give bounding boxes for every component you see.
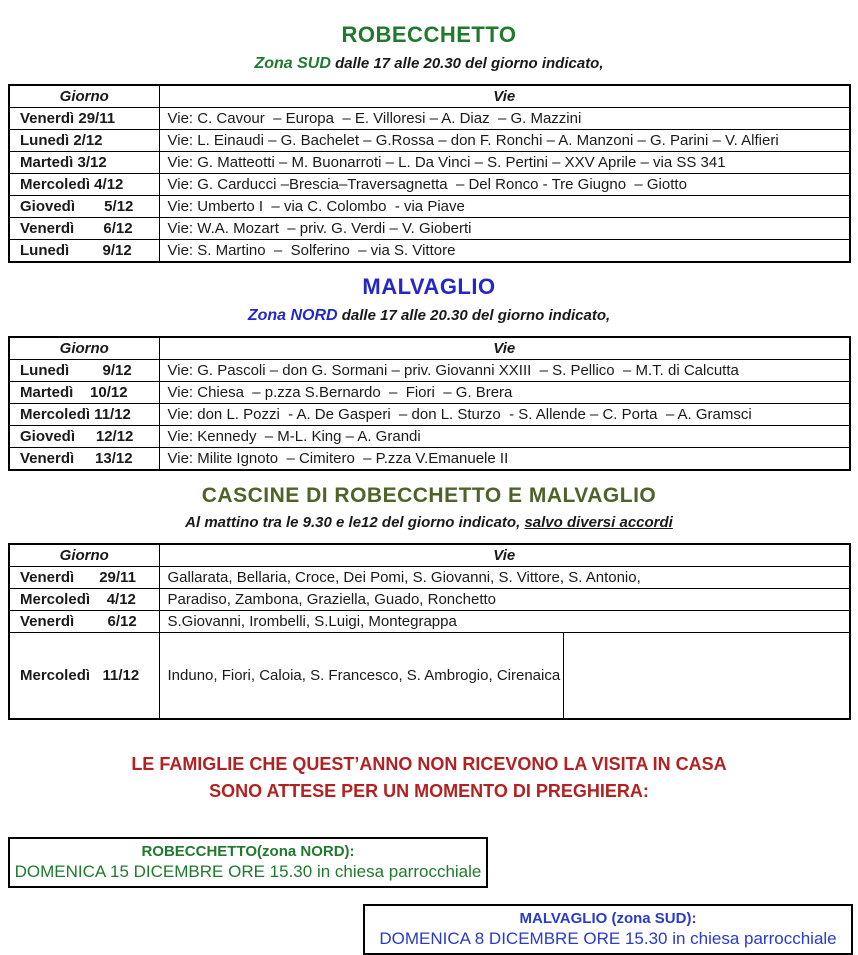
giorno-cell: Mercoledì 11/12 (9, 632, 159, 719)
announcement-box-robecchetto (8, 837, 488, 888)
table-row (9, 129, 850, 151)
announcement-title: MALVAGLIO (zona SUD): (519, 910, 697, 928)
section-title-cascine: CASCINE DI ROBECCHETTO E MALVAGLIO (201, 483, 657, 507)
section-subtitle-malvaglio (0, 307, 858, 325)
column-header-giorno: Giorno (9, 337, 159, 360)
section-title-robecchetto: ROBECCHETTO (341, 22, 517, 47)
vie-text: Induno, Fiori, Caloia, S. Francesco, S. Ambrogio, Cirenaica (160, 633, 565, 718)
section-title-malvaglio: MALVAGLIO (362, 273, 496, 299)
giorno-cell: Mercoledì 4/12 (9, 173, 159, 195)
zone-label-nord: Zona NORD (247, 307, 338, 325)
announcement-detail: DOMENICA 8 DICEMBRE ORE 15.30 in chiesa parrocchiale (379, 929, 837, 949)
announcement-title: ROBECCHETTO(zona NORD): (141, 842, 355, 860)
giorno-cell: Lunedì 9/12 (9, 239, 159, 262)
schedule-table-cascine (8, 543, 851, 720)
table-row (9, 632, 850, 719)
notice-line-1: LE FAMIGLIE CHE QUEST’ANNO NON RICEVONO LA VISITA IN CASA (131, 753, 727, 774)
table-row (9, 173, 850, 195)
table-row (9, 403, 850, 425)
vie-cell: Paradiso, Zambona, Graziella, Guado, Ronchetto (159, 588, 850, 610)
section-subtitle-robecchetto (0, 55, 858, 73)
announcement-detail: DOMENICA 15 DICEMBRE ORE 15.30 in chiesa parrocchiale (14, 861, 482, 881)
vie-cell: Vie: L. Einaudi – G. Bachelet – G.Rossa – don F. Ronchi – A. Manzoni – G. Parini – V. Alfieri (159, 129, 850, 151)
vie-cell (159, 632, 850, 719)
giorno-cell: Martedì 3/12 (9, 151, 159, 173)
schedule-document (0, 22, 858, 955)
section-subtitle-cascine (0, 515, 858, 532)
giorno-cell: Venerdì 6/12 (9, 610, 159, 632)
column-header-giorno: Giorno (9, 85, 159, 108)
vie-cell: Vie: S. Martino – Solferino – via S. Vittore (159, 239, 850, 262)
subtitle-text: dalle 17 alle 20.30 del giorno indicato, (330, 55, 604, 73)
vie-cell: Vie: Kennedy – M-L. King – A. Grandi (159, 425, 850, 447)
table-row (9, 381, 850, 403)
column-header-vie: Vie (159, 337, 850, 360)
subtitle-text: Al mattino tra le 9.30 e le12 del giorno indicato, (185, 514, 525, 532)
giorno-cell: Venerdì 29/11 (9, 107, 159, 129)
giorno-cell: Venerdì 29/11 (9, 566, 159, 588)
vie-cell: Vie: G. Pascoli – don G. Sormani – priv. Giovanni XXIII – S. Pellico – M.T. di Calcutta (159, 359, 850, 381)
vie-cell: Vie: Chiesa – p.zza S.Bernardo – Fiori – G. Brera (159, 381, 850, 403)
notice-text (0, 751, 858, 805)
table-row (9, 107, 850, 129)
column-header-vie: Vie (159, 85, 850, 108)
column-header-giorno: Giorno (9, 544, 159, 567)
vie-cell: Gallarata, Bellaria, Croce, Dei Pomi, S. Giovanni, S. Vittore, S. Antonio, (159, 566, 850, 588)
table-row (9, 425, 850, 447)
notice-line-2: SONO ATTESE PER UN MOMENTO DI PREGHIERA: (209, 780, 649, 801)
table-row (9, 151, 850, 173)
giorno-cell: Giovedì 12/12 (9, 425, 159, 447)
column-header-vie: Vie (159, 544, 850, 567)
giorno-cell: Lunedì 9/12 (9, 359, 159, 381)
schedule-table-malvaglio (8, 336, 851, 471)
giorno-cell: Giovedì 5/12 (9, 195, 159, 217)
giorno-cell: Venerdì 13/12 (9, 447, 159, 470)
vie-cell: Vie: don L. Pozzi - A. De Gasperi – don L. Sturzo - S. Allende – C. Porta – A. Gramsci (159, 403, 850, 425)
zone-label-sud: Zona SUD (254, 55, 331, 73)
giorno-cell: Martedì 10/12 (9, 381, 159, 403)
vie-cell: S.Giovanni, Irombelli, S.Luigi, Montegrappa (159, 610, 850, 632)
table-header-row (9, 85, 850, 108)
table-row (9, 239, 850, 262)
table-row (9, 195, 850, 217)
table-header-row (9, 337, 850, 360)
giorno-cell: Venerdì 6/12 (9, 217, 159, 239)
schedule-table-robecchetto (8, 84, 851, 263)
subtitle-text: dalle 17 alle 20.30 del giorno indicato, (337, 307, 611, 325)
vie-cell: Vie: G. Matteotti – M. Buonarroti – L. Da Vinci – S. Pertini – XXV Aprile – via SS 341 (159, 151, 850, 173)
announcement-box-malvaglio (363, 904, 853, 955)
table-header-row (9, 544, 850, 567)
vie-cell: Vie: Milite Ignoto – Cimitero – P.zza V.Emanuele II (159, 447, 850, 470)
vie-cell: Vie: W.A. Mozart – priv. G. Verdi – V. Gioberti (159, 217, 850, 239)
table-row (9, 359, 850, 381)
table-row (9, 217, 850, 239)
giorno-cell: Mercoledì 11/12 (9, 403, 159, 425)
giorno-cell: Mercoledì 4/12 (9, 588, 159, 610)
vie-cell: Vie: C. Cavour – Europa – E. Villoresi – A. Diaz – G. Mazzini (159, 107, 850, 129)
giorno-cell: Lunedì 2/12 (9, 129, 159, 151)
vie-cell: Vie: G. Carducci –Brescia–Traversagnetta – Del Ronco - Tre Giugno – Giotto (159, 173, 850, 195)
subtitle-underlined-text: salvo diversi accordi (524, 514, 673, 532)
table-row (9, 447, 850, 470)
table-row (9, 566, 850, 588)
vie-cell: Vie: Umberto I – via C. Colombo - via Piave (159, 195, 850, 217)
